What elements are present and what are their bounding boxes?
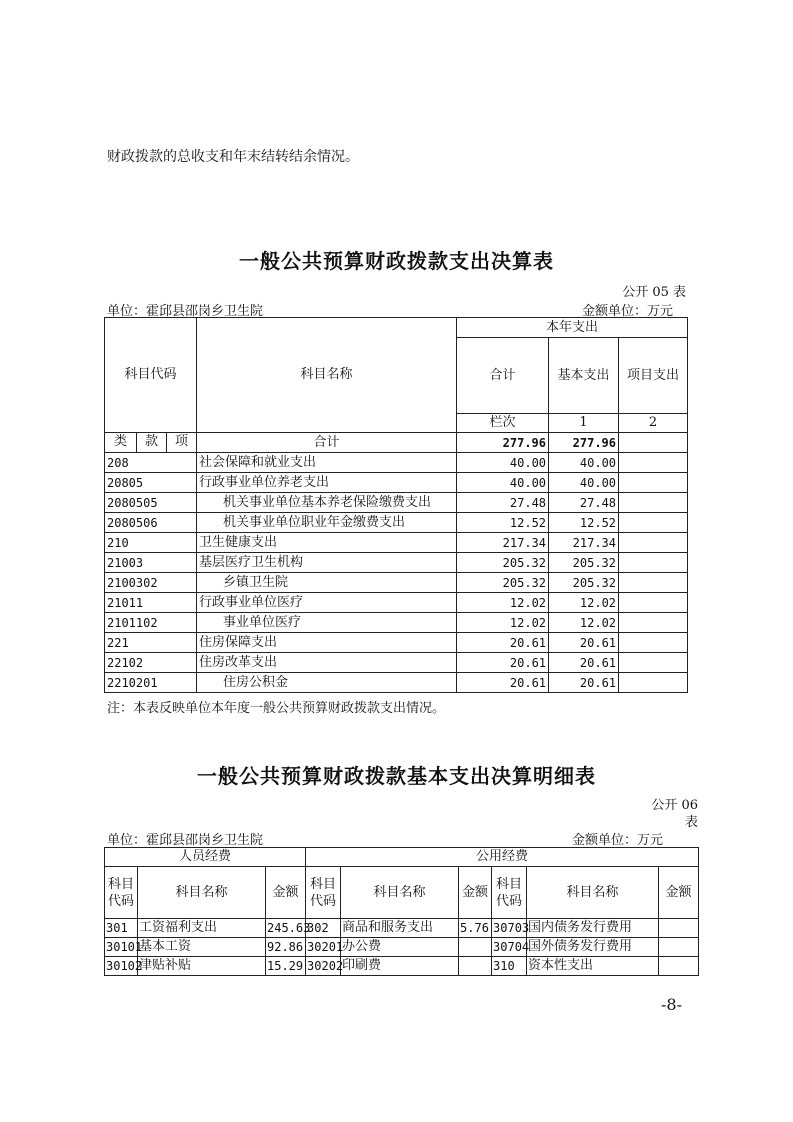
table-row: [105, 533, 688, 553]
table-row: [105, 673, 688, 693]
row-name: 卫生健康支出: [197, 533, 457, 553]
row-basic: 205.32: [549, 553, 619, 573]
row-code: 2210201: [105, 673, 197, 693]
row-code: 208: [105, 453, 197, 473]
row-name: 事业单位医疗: [197, 613, 457, 633]
cell-name: 办公费: [341, 938, 459, 957]
row-total: 12.02: [457, 613, 549, 633]
header-personnel: 人员经费: [105, 848, 306, 867]
row-project: [619, 473, 688, 493]
row-project: [619, 633, 688, 653]
row-total: 20.61: [457, 633, 549, 653]
cell-amount: [659, 919, 699, 938]
row-name: 行政事业单位医疗: [197, 593, 457, 613]
row-code: 210: [105, 533, 197, 553]
cell-code: 301: [105, 919, 138, 938]
row-basic: 40.00: [549, 453, 619, 473]
row-name: 住房保障支出: [197, 633, 457, 653]
table-row: [105, 938, 699, 957]
row-name: 机关事业单位基本养老保险缴费支出: [197, 493, 457, 513]
header-code-3: 科目代码: [492, 867, 527, 919]
header-kuan: 款: [137, 433, 167, 453]
intro-text: 财政拨款的总收支和年末结转结余情况。: [107, 149, 359, 165]
row-total: 205.32: [457, 573, 549, 593]
row-name: 机关事业单位职业年金缴费支出: [197, 513, 457, 533]
row-project: [619, 513, 688, 533]
cell-name: 商品和服务支出: [341, 919, 459, 938]
row-code: 2100302: [105, 573, 197, 593]
header-year-expense: 本年支出: [457, 318, 688, 338]
table1-unit: 单位：霍邱县邵岗乡卫生院: [107, 304, 264, 319]
cell-amount: 5.76: [459, 919, 492, 938]
cell-code: 30202: [306, 957, 341, 976]
row-total: 20.61: [457, 673, 549, 693]
table2-money-unit: 金额单位：万元: [571, 833, 663, 848]
header-name-1: 科目名称: [138, 867, 266, 919]
cell-name: 工资福利支出: [138, 919, 266, 938]
row-basic: 12.02: [549, 613, 619, 633]
row-name: 行政事业单位养老支出: [197, 473, 457, 493]
cell-name: 基本工资: [138, 938, 266, 957]
table-row: [105, 573, 688, 593]
cell-amount: 92.86: [266, 938, 306, 957]
table-row: [105, 633, 688, 653]
row-code: 221: [105, 633, 197, 653]
header-lanci: 栏次: [457, 414, 549, 433]
table-row: [105, 513, 688, 533]
row-project: [619, 533, 688, 553]
cell-code: 30201: [306, 938, 341, 957]
row-project: [619, 493, 688, 513]
header-amount-3: 金额: [659, 867, 699, 919]
row-project: [619, 453, 688, 473]
cell-name: 津贴补贴: [138, 957, 266, 976]
table-row: [105, 493, 688, 513]
table-row: [105, 553, 688, 573]
sum-row: [105, 433, 688, 453]
sum-total: 277.96: [457, 433, 549, 453]
row-code: 2101102: [105, 613, 197, 633]
table1-title: 一般公共预算财政拨款支出决算表: [239, 249, 554, 273]
row-code: 20805: [105, 473, 197, 493]
row-basic: 20.61: [549, 653, 619, 673]
row-name: 基层医疗卫生机构: [197, 553, 457, 573]
row-name: 乡镇卫生院: [197, 573, 457, 593]
table2: [104, 847, 699, 976]
row-total: 20.61: [457, 653, 549, 673]
row-total: 40.00: [457, 473, 549, 493]
cell-amount: 245.63: [266, 919, 306, 938]
sum-project: [619, 433, 688, 453]
row-code: 21003: [105, 553, 197, 573]
row-basic: 205.32: [549, 573, 619, 593]
table1-note: 注：本表反映单位本年度一般公共预算财政拨款支出情况。: [107, 701, 446, 716]
cell-amount: [659, 957, 699, 976]
row-project: [619, 673, 688, 693]
table-row: [105, 473, 688, 493]
col-index-1: 1: [549, 414, 619, 433]
header-amount-2: 金额: [459, 867, 492, 919]
header-name-3: 科目名称: [527, 867, 659, 919]
cell-name: 国外债务发行费用: [527, 938, 659, 957]
header-total: 合计: [457, 338, 549, 414]
header-xiang: 项: [167, 433, 197, 453]
row-name: 住房改革支出: [197, 653, 457, 673]
cell-code: 30704: [492, 938, 527, 957]
cell-name: 印刷费: [341, 957, 459, 976]
row-basic: 20.61: [549, 633, 619, 653]
col-index-2: 2: [619, 414, 688, 433]
row-name: 社会保障和就业支出: [197, 453, 457, 473]
table-row: [105, 653, 688, 673]
row-basic: 12.02: [549, 593, 619, 613]
cell-code: 310: [492, 957, 527, 976]
table-row: [105, 453, 688, 473]
row-total: 217.34: [457, 533, 549, 553]
row-project: [619, 593, 688, 613]
header-amount-1: 金额: [266, 867, 306, 919]
table1-money-unit: 金额单位：万元: [581, 304, 673, 319]
cell-amount: [459, 938, 492, 957]
table-row: [105, 919, 699, 938]
row-total: 40.00: [457, 453, 549, 473]
row-basic: 40.00: [549, 473, 619, 493]
row-basic: 20.61: [549, 673, 619, 693]
row-project: [619, 553, 688, 573]
cell-code: 302: [306, 919, 341, 938]
row-code: 21011: [105, 593, 197, 613]
table1: [104, 317, 688, 693]
row-total: 205.32: [457, 553, 549, 573]
sum-label: 合计: [197, 433, 457, 453]
row-project: [619, 573, 688, 593]
row-basic: 12.52: [549, 513, 619, 533]
table-row: [105, 593, 688, 613]
row-total: 12.52: [457, 513, 549, 533]
row-code: 2080506: [105, 513, 197, 533]
sum-basic: 277.96: [549, 433, 619, 453]
table2-title: 一般公共预算财政拨款基本支出决算明细表: [197, 764, 596, 788]
header-code: 科目代码: [105, 318, 197, 433]
cell-code: 30101: [105, 938, 138, 957]
table2-number-suffix: 表: [684, 815, 698, 830]
row-project: [619, 613, 688, 633]
header-lei: 类: [105, 433, 137, 453]
header-code-2: 科目代码: [306, 867, 341, 919]
page-number: -8-: [661, 995, 682, 1014]
cell-code: 30703: [492, 919, 527, 938]
row-code: 2080505: [105, 493, 197, 513]
table-row: [105, 957, 699, 976]
header-name-2: 科目名称: [341, 867, 459, 919]
cell-amount: [459, 957, 492, 976]
row-name: 住房公积金: [197, 673, 457, 693]
header-code-1: 科目代码: [105, 867, 138, 919]
row-total: 12.02: [457, 593, 549, 613]
table2-number: 公开 06: [651, 798, 698, 813]
table1-number: 公开 05 表: [622, 285, 686, 300]
cell-name: 国内债务发行费用: [527, 919, 659, 938]
row-code: 22102: [105, 653, 197, 673]
table-row: [105, 613, 688, 633]
row-project: [619, 653, 688, 673]
cell-code: 30102: [105, 957, 138, 976]
cell-name: 资本性支出: [527, 957, 659, 976]
row-basic: 27.48: [549, 493, 619, 513]
header-project: 项目支出: [619, 338, 688, 414]
table2-unit: 单位：霍邱县邵岗乡卫生院: [107, 833, 264, 848]
cell-amount: [659, 938, 699, 957]
row-basic: 217.34: [549, 533, 619, 553]
header-name: 科目名称: [197, 318, 457, 433]
header-public: 公用经费: [306, 848, 699, 867]
row-total: 27.48: [457, 493, 549, 513]
header-basic: 基本支出: [549, 338, 619, 414]
cell-amount: 15.29: [266, 957, 306, 976]
